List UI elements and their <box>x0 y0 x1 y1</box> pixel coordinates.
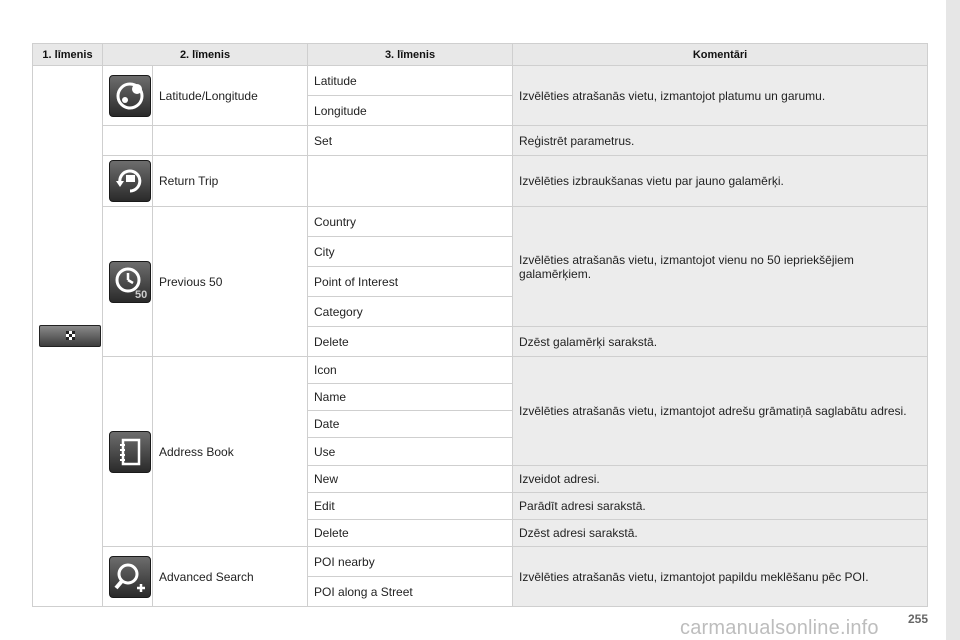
menu-item-date: Date <box>308 411 513 438</box>
table-row <box>33 126 928 156</box>
latlong-icon-cell <box>103 66 153 126</box>
level2-return-trip: Return Trip <box>153 156 308 207</box>
page-number: 255 <box>907 612 928 626</box>
menu-item-city: City <box>308 237 513 267</box>
header-level-1: 1. līmenis <box>33 44 103 66</box>
menu-item-category: Category <box>308 297 513 327</box>
table-row <box>33 207 928 237</box>
comment-advanced-search: Izvēlēties atrašanās vietu, izmantojot papildu meklēšanu pēc POI. <box>513 547 928 607</box>
menu-item-set: Set <box>308 126 513 156</box>
table-row <box>33 66 928 96</box>
menu-item-delete-previous: Delete <box>308 327 513 357</box>
comment-delete-previous: Dzēst galamērķi sarakstā. <box>513 327 928 357</box>
menu-item-new: New <box>308 466 513 493</box>
address-book-icon-cell <box>103 357 153 547</box>
level2-previous50: Previous 50 <box>153 207 308 357</box>
menu-item-point-of-interest: Point of Interest <box>308 267 513 297</box>
svg-text:50: 50 <box>135 288 148 301</box>
table-header-row <box>33 44 928 66</box>
header-level-2: 2. līmenis <box>103 44 308 66</box>
menu-item-icon: Icon <box>308 357 513 384</box>
comment-edit: Parādīt adresi sarakstā. <box>513 493 928 520</box>
comment-address-book: Izvēlēties atrašanās vietu, izmantojot adrešu grāmatiņā saglabātu adresi. <box>513 357 928 466</box>
return-trip-icon-cell <box>103 156 153 207</box>
previous50-icon-cell <box>103 207 153 357</box>
menu-item-use: Use <box>308 438 513 466</box>
menu-item-poi-nearby: POI nearby <box>308 547 513 577</box>
watermark-text: carmanualsonline.info <box>680 617 879 639</box>
menu-item-name: Name <box>308 384 513 411</box>
header-level-3: 3. līmenis <box>308 44 513 66</box>
table-row <box>33 547 928 577</box>
comment-set: Reģistrēt parametrus. <box>513 126 928 156</box>
menu-item-edit: Edit <box>308 493 513 520</box>
comment-return-trip: Izvēlēties izbraukšanas vietu par jauno galamērķi. <box>513 156 928 207</box>
globe-icon <box>109 75 151 117</box>
level2-advanced-search: Advanced Search <box>153 547 308 607</box>
menu-item-poi-along-street: POI along a Street <box>308 577 513 607</box>
menu-item-longitude: Longitude <box>308 96 513 126</box>
level2-latlong: Latitude/Longitude <box>153 66 308 126</box>
navigation-flag-icon <box>39 325 101 347</box>
address-book-icon <box>109 431 151 473</box>
comment-delete-address: Dzēst adresi sarakstā. <box>513 520 928 547</box>
advanced-search-icon-cell <box>103 547 153 607</box>
navigation-menu-table <box>32 43 928 607</box>
header-comments: Komentāri <box>513 44 928 66</box>
search-plus-icon <box>109 556 151 598</box>
menu-item-delete-address: Delete <box>308 520 513 547</box>
history-clock-icon <box>109 261 151 303</box>
level1-cell <box>33 66 103 607</box>
return-trip-icon <box>109 160 151 202</box>
comment-previous50: Izvēlēties atrašanās vietu, izmantojot vienu no 50 iepriekšējiem galamērķiem. <box>513 207 928 327</box>
menu-item-country: Country <box>308 207 513 237</box>
table-row <box>33 156 928 207</box>
menu-item-latitude: Latitude <box>308 66 513 96</box>
comment-new: Izveidot adresi. <box>513 466 928 493</box>
comment-latlong: Izvēlēties atrašanās vietu, izmantojot platumu un garumu. <box>513 66 928 126</box>
level2-address-book: Address Book <box>153 357 308 547</box>
page-edge <box>946 0 960 640</box>
table-row <box>33 357 928 384</box>
